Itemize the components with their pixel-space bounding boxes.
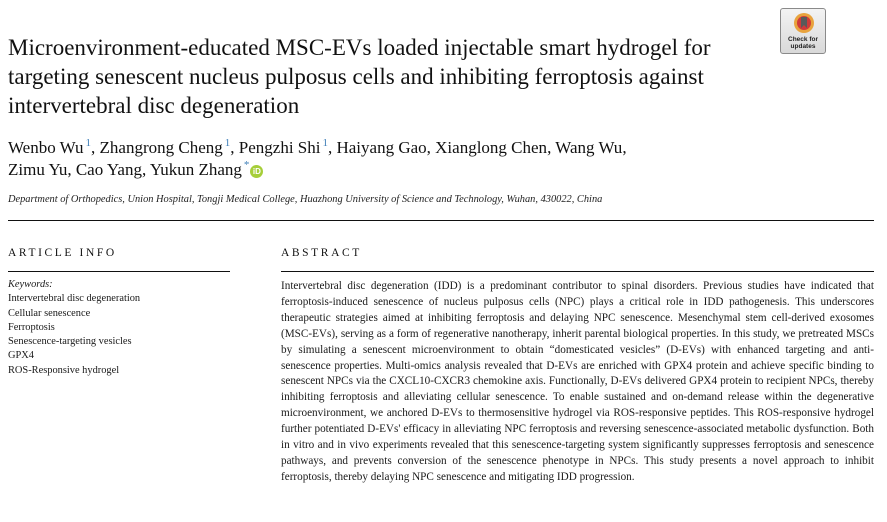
check-for-updates-icon	[793, 12, 815, 34]
author-separator: ,	[327, 138, 333, 157]
author-name: Cao Yang	[75, 160, 142, 179]
author-name: Yukun Zhang	[149, 160, 242, 179]
author-name: Zimu Yu	[8, 160, 68, 179]
author[interactable]	[555, 138, 626, 157]
keywords-label: Keywords:	[8, 279, 53, 290]
author-separator: ,	[141, 160, 147, 179]
author-name: Haiyang Gao	[336, 138, 427, 157]
author-separator: ,	[91, 138, 96, 157]
abstract-divider	[281, 271, 874, 272]
corresponding-author-marker[interactable]: *	[243, 159, 250, 171]
author[interactable]	[8, 160, 72, 179]
author-separator: ,	[547, 138, 552, 157]
author-separator: ,	[230, 138, 235, 157]
abstract-heading: ABSTRACT	[281, 247, 362, 259]
header-divider	[8, 220, 874, 221]
article-info-heading: ARTICLE INFO	[8, 247, 117, 259]
article-info-divider	[8, 271, 230, 272]
keyword-item: GPX4	[8, 350, 34, 362]
abstract-text: Intervertebral disc degeneration (IDD) is a predominant contributor to spinal disorders. Previous studies have indicated that ferroptosis-induced senescence of nucleus pulposus cells (NPC) plays a critical role in IDD pathogenesis. This underscores therapeutic strategies aimed at inhibiting ferroptosis and delaying NPC senescence. Mesenchymal stem cell-derived exosomes (MSC-EVs), serving as a form of regenerative nanotherapy, inherit parental biological properties. In this study, we pretreated MSCs by simulating a senescent microenvironment to obtain “domesticated vesicles” (D-EVs) with enhanced targeting and anti-senescence properties. Multi-omics analysis revealed that D-EVs are enriched with GPX4 protein and achieve specific binding to senescent NPCs via the CXCL10-CXCR3 chemokine axis. Functionally, D-EVs delivered GPX4 protein to recipient NPCs, thereby inhibiting ferroptosis and alleviating cellular senescence. To enable sustained and on-demand release within the degenerative microenvironment, we anchored D-EVs to thermosensitive hydrogel via ROS-responsive peptides. This ROS-responsive hydrogel further potentiated D-EVs' efficacy in alleviating NPC ferroptosis and reversing senescence-associated metabolic dysfunction. Both in vitro and in vivo experiments revealed that this senescence-targeting system significantly suppresses ferroptosis and senescence pathways, and prevents conversion of the senescence phenotype in NPCs. This study presents a novel approach to inhibit ferroptosis, thereby delaying NPC senescence and mitigating IDD progression.	[281, 280, 874, 483]
keyword-item: Cellular senescence	[8, 307, 91, 319]
affiliation: Department of Orthopedics, Union Hospital, Tongji Medical College, Huazhong University of Science and Technology, Wuhan, 430022, China	[8, 194, 603, 205]
check-for-updates-badge[interactable]	[780, 8, 826, 54]
keyword-item: Intervertebral disc degeneration	[8, 293, 141, 305]
author[interactable]	[239, 138, 332, 157]
author-name: Wenbo Wu	[8, 138, 84, 157]
keywords-list	[8, 278, 230, 378]
author-name: Pengzhi Shi	[238, 138, 321, 157]
author-list	[8, 137, 868, 181]
author-name: Xianglong Chen	[435, 138, 548, 157]
keyword-item: Ferroptosis	[8, 321, 55, 333]
keyword-item: Senescence-targeting vesicles	[8, 336, 132, 348]
author[interactable]	[76, 160, 146, 179]
author-name: Zhangrong Cheng	[99, 138, 223, 157]
affiliation-marker[interactable]: 1	[322, 137, 328, 149]
author-name: Wang Wu	[555, 138, 623, 157]
author[interactable]	[336, 138, 430, 157]
author[interactable]	[150, 160, 264, 179]
author[interactable]	[100, 138, 235, 157]
author-separator: ,	[622, 138, 627, 157]
author-separator: ,	[426, 138, 431, 157]
check-for-updates-label: Check for updates	[788, 36, 818, 50]
author-separator: ,	[67, 160, 72, 179]
keyword-item: ROS-Responsive hydrogel	[8, 364, 120, 376]
author[interactable]	[8, 138, 95, 157]
affiliation-marker[interactable]: 1	[85, 137, 92, 149]
author[interactable]	[435, 138, 551, 157]
article-title: Microenvironment-educated MSC-EVs loaded injectable smart hydrogel for targeting senescent nucleus pulposus cells and inhibiting ferroptosis against intervertebral disc degeneration	[8, 35, 711, 118]
orcid-icon[interactable]: iD	[250, 165, 263, 178]
affiliation-marker[interactable]: 1	[224, 137, 231, 149]
